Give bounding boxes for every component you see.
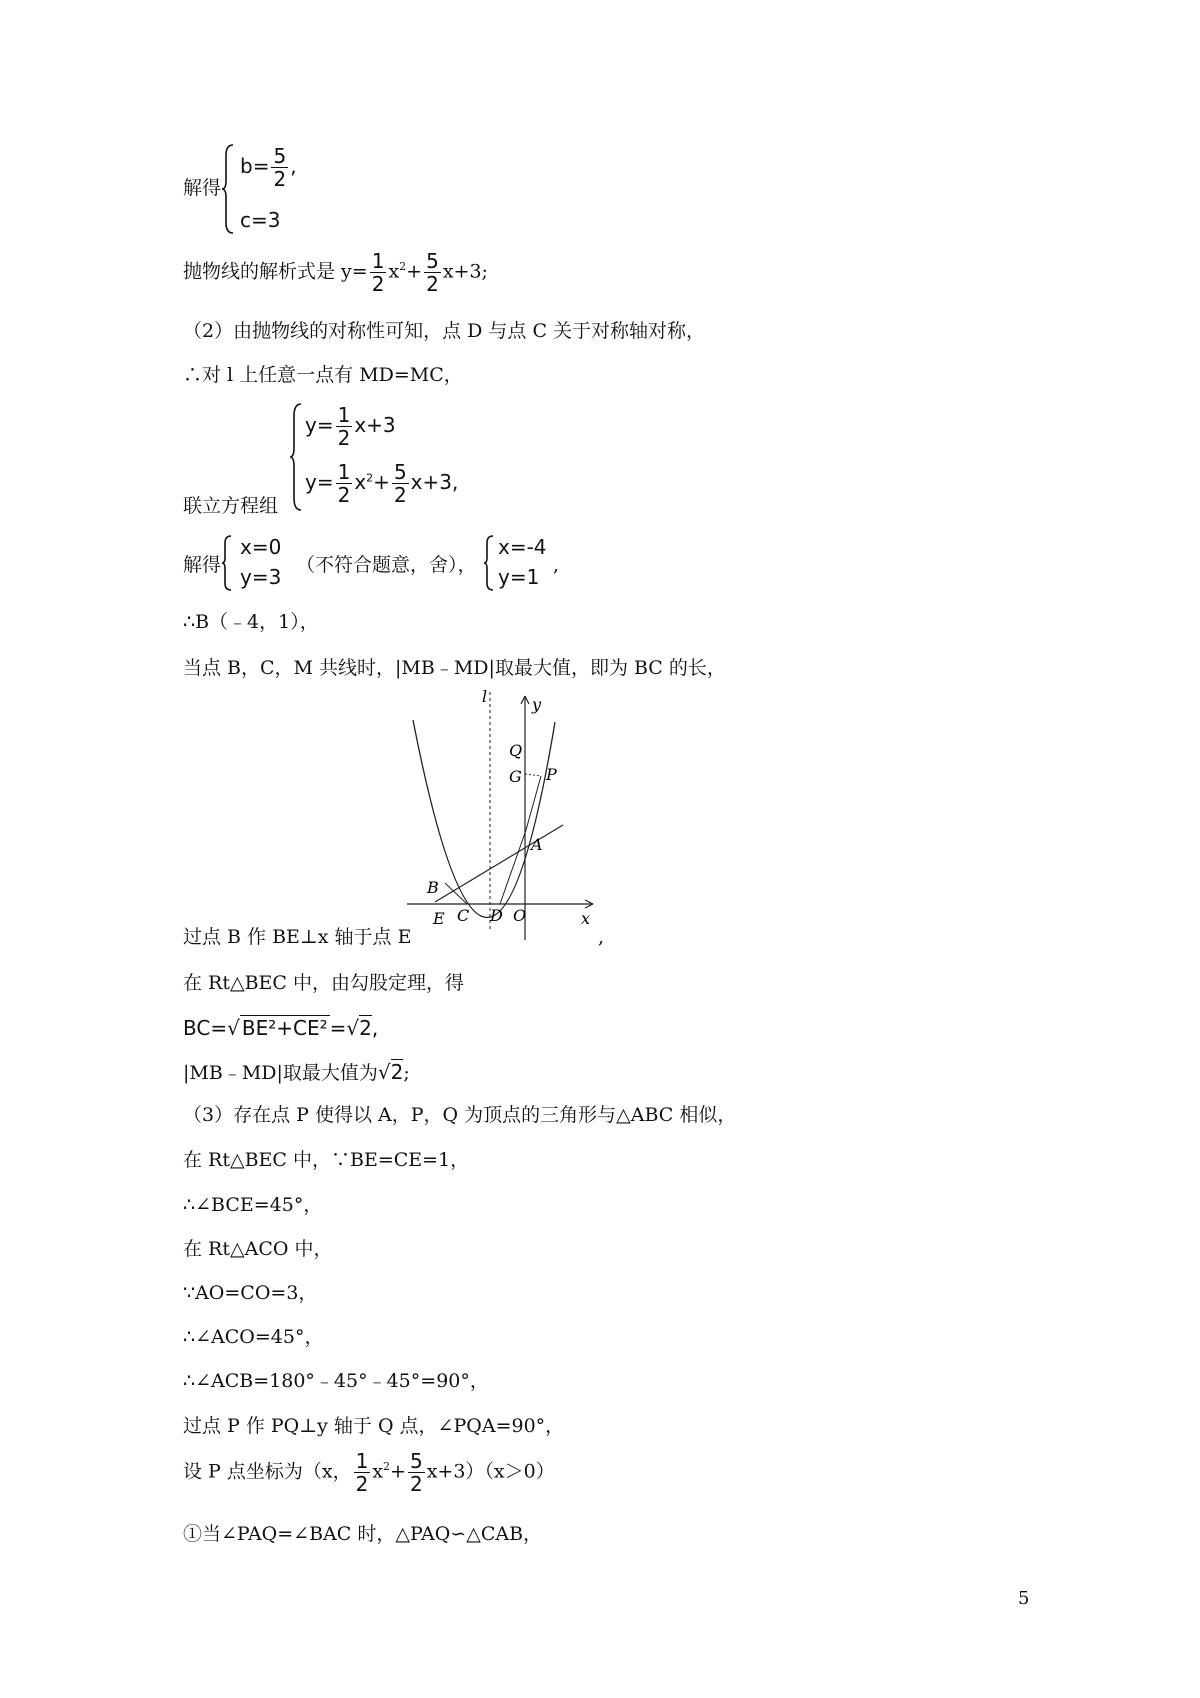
segment-pq: [525, 774, 541, 776]
max-value-line: |MB﹣MD|取最大值为√2;: [183, 1060, 410, 1084]
text-line: ∴∠ACO=45°，: [183, 1326, 324, 1348]
bc-length-line: BC=√ BE²+CE² =√2,: [183, 1016, 379, 1040]
fraction: $\frac{5}{2}$: [426, 249, 439, 296]
p-coordinate-line: 设 P 点坐标为（x， $\frac{1}{2}$ $x^2+$ $\frac{5}{2}$ x+3）（x＞0）: [183, 1449, 555, 1496]
label-d: D: [490, 906, 503, 925]
text-line: 在 Rt△ACO 中，: [183, 1238, 333, 1260]
fraction: $\frac{1}{2}$: [371, 249, 385, 296]
fraction: $\frac{1}{2}$: [337, 403, 351, 450]
radical-sign: √: [346, 1016, 360, 1040]
system-2-eq-1: y= $\frac{1}{2}$ x+3: [305, 403, 396, 450]
text-line: ∴∠BCE=45°，: [183, 1194, 323, 1216]
radical-sign: √: [377, 1060, 391, 1084]
label-e: E: [433, 909, 445, 928]
brace-2: [289, 402, 303, 512]
label-p: P: [546, 765, 557, 784]
system-2-eq-2: y= $\frac{1}{2}$ $x^2+$ $\frac{5}{2}$ x+3,: [305, 460, 459, 507]
label-a: A: [531, 835, 543, 854]
solve-prefix: 解得: [183, 177, 222, 199]
pythagoras-line: 在 Rt△BEC 中，由勾股定理，得: [183, 972, 465, 994]
text-line: ∵AO=CO=3，: [183, 1282, 318, 1304]
text-line: ∴∠ACB=180°﹣45°﹣45°=90°，: [183, 1370, 489, 1392]
collinear-line: 当点 B，C，M 共线时，|MB﹣MD|取最大值，即为 BC 的长，: [183, 657, 726, 679]
label-o: O: [513, 906, 527, 925]
line-ab: [435, 825, 563, 902]
label-g: G: [509, 767, 522, 786]
brace-1: [221, 143, 235, 235]
label-l: l: [482, 688, 488, 706]
brace-3: [221, 534, 233, 592]
part-3-heading: （3）存在点 P 使得以 A，P，Q 为顶点的三角形与△ABC 相似，: [183, 1104, 737, 1126]
fraction: $\frac{5}{2}$: [393, 460, 407, 507]
parabola-figure: [405, 688, 605, 944]
label-b: B: [427, 878, 439, 897]
parabola-expression-line: 抛物线的解析式是 y= $\frac{1}{2}$ $x^2+$ $\frac{5}{2}$ x+3;: [183, 249, 488, 296]
line-md-mc: ∴对 l 上任意一点有 MD=MC，: [183, 364, 463, 386]
brace-4: [483, 534, 495, 592]
text-line: 过点 P 作 PQ⊥y 轴于 Q 点，∠PQA=90°，: [183, 1415, 565, 1437]
segment-ap: [526, 776, 541, 830]
system-1-eq-c: c=3: [240, 208, 281, 232]
fraction: $\frac{5}{2}$: [409, 1449, 423, 1496]
fraction: $\frac{1}{2}$: [355, 1449, 369, 1496]
radical-sign: √: [227, 1016, 240, 1040]
comma: ,: [553, 554, 560, 576]
radicand: BE²+CE²: [241, 1016, 328, 1040]
simultaneous-prefix: 联立方程组: [183, 495, 279, 517]
system-1-eq-b: b= $\frac{5}{2}$ ,: [240, 144, 297, 191]
label-c: C: [457, 906, 470, 925]
point-b: ∴B（﹣4，1），: [183, 611, 319, 633]
fraction: $\frac{1}{2}$: [337, 460, 351, 507]
page-number: 5: [1018, 1588, 1030, 1609]
text-line: 在 Rt△BEC 中，∵BE=CE=1，: [183, 1149, 470, 1171]
solution-line-2: 解得: [183, 554, 222, 576]
system-3a: x=0 y=3: [240, 535, 282, 589]
system-3b: x=-4 y=1: [498, 535, 547, 589]
fraction: $\frac{5}{2}$: [273, 144, 287, 191]
label-y: y: [532, 695, 542, 714]
part-2-heading: （2）由抛物线的对称性可知，点 D 与点 C 关于对称轴对称，: [183, 320, 706, 342]
comma: ,: [598, 926, 605, 948]
solution-line-1: [183, 175, 221, 201]
perpendicular-line: 过点 B 作 BE⊥x 轴于点 E: [183, 926, 412, 948]
case-1-line: ①当∠PAQ=∠BAC 时，△PAQ∽△CAB，: [183, 1523, 543, 1545]
label-x: x: [581, 909, 591, 928]
reject-note: （不符合题意，舍），: [296, 554, 477, 576]
label-q: Q: [509, 741, 523, 760]
